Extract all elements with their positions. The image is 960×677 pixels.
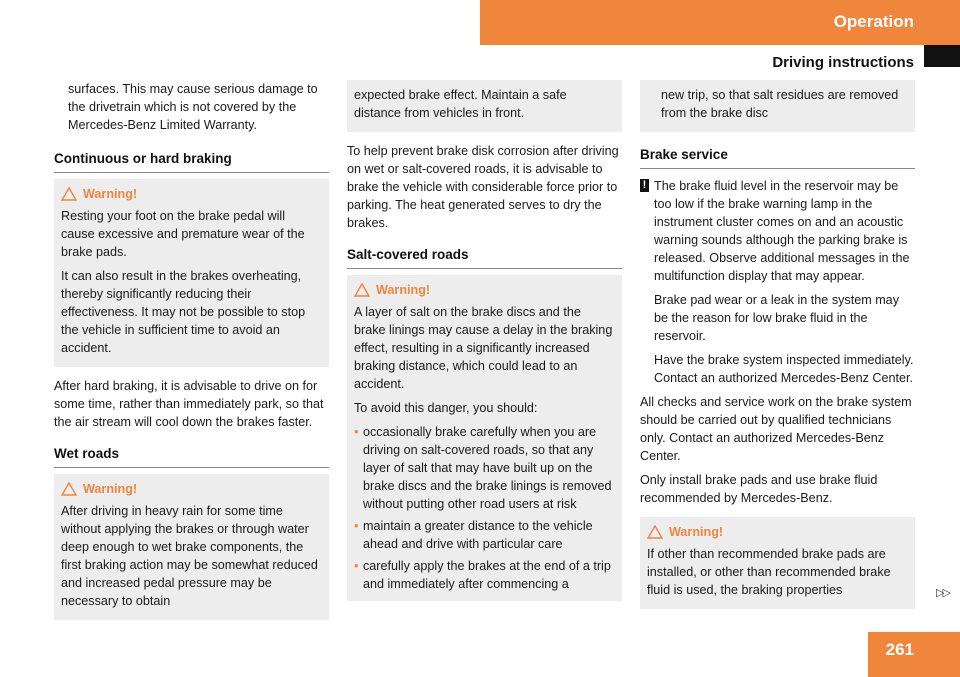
list-item [354, 517, 615, 553]
warning-title [354, 281, 615, 299]
list-item-text: carefully apply the brakes at the end of a trip and immediately after commencing a [363, 559, 611, 591]
warning-box-salt [347, 275, 622, 601]
exclamation-note-icon: ! [640, 179, 649, 192]
warning-box-continued [640, 80, 915, 132]
warning-triangle-icon [647, 525, 663, 539]
warning-text: To avoid this danger, you should: [354, 401, 538, 415]
column-1 [54, 80, 329, 630]
heading-brake-service: Brake service [640, 146, 915, 169]
warning-title-text: Warning! [669, 525, 724, 539]
warning-text: Resting your foot on the brake pedal will cause excessive and premature wear of the brake pads. [61, 209, 305, 259]
warning-title-text: Warning! [376, 283, 431, 297]
warning-title [61, 185, 322, 203]
note-text: Have the brake system inspected immediately. Contact an authorized Mercedes-Benz Center. [654, 353, 914, 385]
warning-text: If other than recommended brake pads are installed, or other than recommended brake fluid is used, the braking properties [647, 547, 891, 597]
warning-box-brake-pads [640, 517, 915, 609]
warning-box-continuous [54, 179, 329, 367]
warning-triangle-icon [61, 187, 77, 201]
warning-text: new trip, so that salt residues are removed from the brake disc [661, 88, 899, 120]
bullet-icon: • [354, 519, 359, 533]
list-item-text: maintain a greater distance to the vehicle ahead and drive with particular care [363, 519, 593, 551]
subsection-title: Driving instructions [772, 54, 914, 71]
column-2 [347, 80, 622, 611]
warning-text: After driving in heavy rain for some time without applying the brakes or through water deep enough to wet brake components, the first braking action may be somewhat reduced and increased pedal pressure may be necessary to obtain [61, 504, 318, 608]
header-tab-marker [924, 45, 960, 67]
warning-box-wet-roads [54, 474, 329, 620]
warning-text: It can also result in the brakes overheating, thereby significantly reducing their effectiveness. It may not be possible to stop the vehicle in sufficient time to avoid an accident. [61, 269, 306, 355]
list-item [354, 423, 615, 513]
intro-text: surfaces. This may cause serious damage to the drivetrain which is not covered by the Mercedes-Benz Limited Warranty. [68, 82, 318, 132]
warning-title-text: Warning! [83, 187, 138, 201]
body-text: Only install brake pads and use brake fluid recommended by Mercedes-Benz. [640, 473, 878, 505]
heading-continuous-braking: Continuous or hard braking [54, 150, 329, 173]
warning-triangle-icon [354, 283, 370, 297]
continue-arrow-icon: ▷▷ [936, 587, 949, 599]
bullet-icon: • [354, 425, 359, 439]
body-text: All checks and service work on the brake system should be carried out by qualified technicians only. Contact an authorized Mercedes-Benz Center. [640, 395, 912, 463]
bullet-icon: • [354, 559, 359, 573]
warning-text: A layer of salt on the brake discs and the brake linings may cause a delay in the braking effect, resulting in a significantly increased braking distance, which could lead to an accident. [354, 305, 613, 391]
list-item-text: occasionally brake carefully when you are driving on salt-covered roads, so that any layer of salt that may have built up on the brake discs and the brake linings is removed without putting other road users at risk [363, 425, 612, 511]
note-text: Brake pad wear or a leak in the system may be the reason for low brake fluid in the reservoir. [654, 293, 899, 343]
warning-title-text: Warning! [83, 482, 138, 496]
note-block [640, 177, 915, 393]
body-text: After hard braking, it is advisable to drive on for some time, rather than immediately park, so that the air stream will cool down the brakes faster. [54, 379, 324, 429]
body-text: To help prevent brake disk corrosion after driving on wet or salt-covered roads, it is advisable to brake the vehicle with considerable force prior to parking. The heat generated serves to dry the brakes. [347, 144, 619, 230]
section-title: Operation [833, 12, 914, 31]
heading-salt-covered-roads: Salt-covered roads [347, 246, 622, 269]
list-item [354, 557, 615, 593]
page-number: 261 [885, 640, 914, 659]
warning-title [647, 523, 908, 541]
warning-title [61, 480, 322, 498]
warning-text: expected brake effect. Maintain a safe distance from vehicles in front. [354, 88, 567, 120]
page-number-box [868, 632, 960, 677]
column-3 [640, 80, 915, 619]
heading-wet-roads: Wet roads [54, 445, 329, 468]
note-text: The brake fluid level in the reservoir may be too low if the brake warning lamp in the instrument cluster comes on and an acoustic warning sounds although the parking brake is released. Observe additional messages in the multifunction display that may appear. [654, 179, 910, 283]
warning-box-continued [347, 80, 622, 132]
warning-triangle-icon [61, 482, 77, 496]
